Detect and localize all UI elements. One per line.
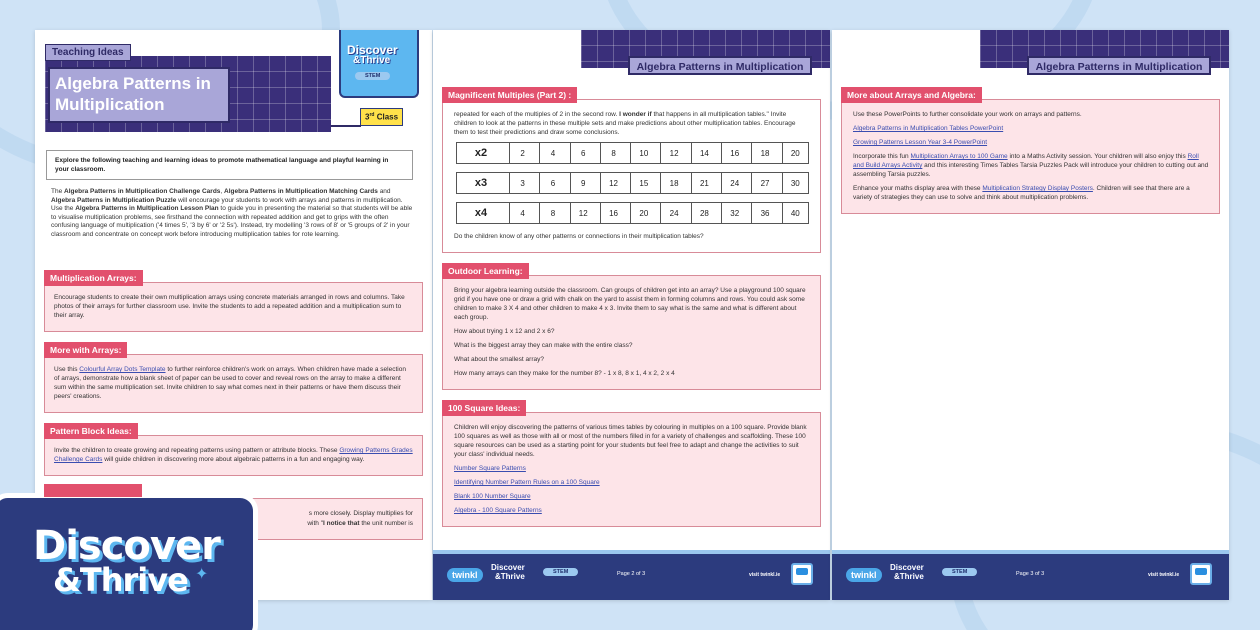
section-heading-more-arrays: More with Arrays: [44, 342, 127, 358]
text: Invite the children to create growing and repeating patterns using pattern or attribute blocks. These [54, 447, 340, 454]
section-more-about-arrays [841, 99, 1220, 214]
colourful-array-dots-link[interactable]: Colourful Array Dots Template [79, 366, 166, 373]
multiples-cell: 24 [660, 203, 686, 223]
text: that happens in all multiplication tables." Invite children to look at the patterns in these multiple sets and make predictions about other multiplication tables. Encourage them to test their predictions and draw some conclusions. [454, 111, 796, 136]
multiples-cell: 8 [539, 203, 565, 223]
multiplication-arrays-game-link[interactable]: Multiplication Arrays to 100 Game [910, 153, 1008, 160]
multiples-row-label: x2 [474, 146, 488, 159]
multiples-cell: 16 [721, 143, 747, 163]
section-text: What is the biggest array they can make with the entire class? [454, 342, 633, 349]
multiples-row [456, 142, 809, 164]
section-text [454, 110, 809, 137]
multiples-cell: 20 [782, 143, 808, 163]
page-footer [433, 554, 830, 600]
multiples-cell: 6 [570, 143, 596, 163]
text: . Children will see that there are a variety of strategies they can use to solve and think about multiplication problems. [853, 185, 1190, 201]
page-number: Page 3 of 3 [1016, 571, 1045, 577]
multiples-cell: 18 [751, 143, 777, 163]
body-text: to guide you in presenting the material so that students will be able to visualise multiplication problems, see firsthand the connection with repeated addition and get to grips with the often confusing language of multiplication ('4 times 5', '3 by 6' or '2 5s'). Instead, try modelling '3 rows of 8' or '5 groups of 2' in your classroom and concentrate on concept work before introducing multiplication tables for rote learning. [51, 205, 413, 238]
section-heading-multiplication-arrays: Multiplication Arrays: [44, 270, 143, 286]
body-bold: Algebra Patterns in Multiplication Matching Cards [224, 188, 378, 195]
text: with " [307, 520, 324, 527]
document-page-2 [433, 30, 830, 600]
section-heading-magnificent-multiples: Magnificent Multiples (Part 2) : [442, 87, 577, 103]
multiples-cell: 12 [570, 203, 596, 223]
twinkl-logo: twinkl [846, 568, 882, 582]
multiples-table [445, 142, 818, 224]
section-text: How about trying 1 x 12 and 2 x 6? [454, 328, 555, 335]
identifying-pattern-rules-link[interactable]: Identifying Number Pattern Rules on a 100 Square [454, 479, 600, 486]
multiples-cell: 6 [539, 173, 565, 193]
text: to further reinforce children's work on arrays. When children have made a selection of arrays, demonstrate how a blank sheet of paper can be used to cover and reveal rows on the array to make a different sum within the same multiplication set. Invite children to say what comes next in their patterns or have them discuss their peers' creations. [54, 366, 406, 400]
text: the unit number is [359, 520, 413, 527]
multiples-cell: 3 [509, 173, 535, 193]
body-bold: Algebra Patterns in Multiplication Puzzle [51, 196, 177, 204]
sections-column [832, 85, 1229, 222]
multiples-row [456, 202, 809, 224]
section-heading-outdoor-learning: Outdoor Learning: [442, 263, 529, 279]
section-pattern-block [44, 435, 423, 476]
multiples-row-label: x3 [474, 176, 488, 189]
multiples-cell: 4 [509, 203, 535, 223]
page-title: Algebra Patterns in Multiplication [48, 67, 230, 123]
algebra-patterns-powerpoint-link[interactable]: Algebra Patterns in Multiplication Tables PowerPoint [853, 125, 1004, 132]
multiples-cell: 9 [570, 173, 596, 193]
body-bold: Algebra Patterns in Multiplication Lesson Plan [75, 205, 219, 212]
body-text: The [51, 188, 65, 195]
growing-patterns-powerpoint-link[interactable]: Growing Patterns Lesson Year 3-4 PowerPoint [853, 139, 988, 146]
section-text [853, 152, 1210, 179]
class-badge [360, 108, 403, 126]
multiples-cell: 4 [539, 143, 565, 163]
multiples-cell: 2 [509, 143, 535, 163]
section-more-arrays [44, 354, 423, 413]
multiples-cell: 20 [630, 203, 656, 223]
body-text: will encourage your students to work with arrays and patterns in multiplication. Use the [51, 196, 403, 212]
stem-pill: STEM [355, 72, 390, 80]
multiples-cell: 10 [630, 143, 656, 163]
intro-box: Explore the following teaching and learning ideas to promote mathematical language and playful learning in your classroom. [46, 150, 413, 180]
footer-logo-line1: Discover [890, 563, 924, 572]
multiples-cell: 12 [600, 173, 626, 193]
footer-logo-line2: &Thrive [495, 572, 525, 581]
multiples-cell: 27 [751, 173, 777, 193]
section-text: Bring your algebra learning outside the classroom. Can groups of children get into an array? Use a playground 100 square grid if you have one or draw a grid with chalk on the yard to assist them in forming columns and rows. You could ask some children to make 3 X 4 and other children to make 4 x 3. Invite them to say what is the same and what is different about each group. [454, 287, 806, 321]
body-bold: Algebra Patterns in Multiplication Challenge Cards [64, 188, 221, 195]
page-header-title: Algebra Patterns in Multiplication [1027, 56, 1211, 75]
corner-logo-line2: &Thrive [53, 561, 188, 599]
sections-column [433, 85, 830, 535]
section-text: Encourage students to create their own multiplication arrays using concrete materials arranged in rows and columns. Take photos of their arrays for further classroom use. Invite the students to add a repeated addition and a multiplication sum to their array. [54, 294, 405, 319]
body-text: , [220, 188, 225, 195]
multiples-cell: 21 [691, 173, 717, 193]
badge-logo-line2: &Thrive [353, 55, 391, 66]
badge-logo-line1: Discover [347, 43, 398, 57]
discover-thrive-badge [339, 30, 419, 98]
text: Use this [54, 366, 80, 373]
multiples-cell: 15 [630, 173, 656, 193]
footer-logo-line1: Discover [491, 563, 525, 572]
award-badge-icon [791, 563, 813, 585]
multiples-cell: 24 [721, 173, 747, 193]
footer-logo-line2: &Thrive [894, 572, 924, 581]
text-bold: I notice that [323, 520, 360, 527]
text-bold: I wonder if [619, 111, 652, 118]
section-heading-100-square: 100 Square Ideas: [442, 400, 526, 416]
body-text: and [377, 188, 391, 195]
multiples-cell: 8 [600, 143, 626, 163]
growing-patterns-link[interactable]: Growing Patterns Grades Challenge Cards [54, 447, 413, 463]
text: into a Maths Activity session. Your children will also enjoy this [1007, 153, 1188, 160]
multiples-row-label: x4 [474, 206, 488, 219]
intro-body [51, 188, 413, 239]
header-stripes [331, 125, 361, 128]
multiples-cell: 28 [691, 203, 717, 223]
section-multiplication-arrays [44, 282, 423, 332]
section-text: Use these PowerPoints to further consolidate your work on arrays and patterns. [853, 111, 1082, 118]
page-number: Page 2 of 3 [617, 571, 646, 577]
class-badge-text: Class [376, 112, 399, 122]
text: will guide children in discovering more about algebraic patterns in a fun and engaging way. [102, 456, 365, 463]
roll-build-arrays-link[interactable]: Roll and Build Arrays Activity [853, 153, 1199, 169]
multiples-cell: 36 [751, 203, 777, 223]
section-text: Children will enjoy discovering the patterns of various times tables by colouring in multiples on a 100 square. Provide blank 100 squares as well as those with all or most of the numbers filled in for a variety of challenges and scaffolding. These 100 square resources can be used as a starting point for your students but feel free to adapt and change the activities to suit your class' individual needs. [454, 424, 807, 458]
section-text: How many arrays can they make for the number 8? - 1 x 8, 8 x 1, 4 x 2, 2 x 4 [454, 370, 675, 377]
section-heading-pattern-block: Pattern Block Ideas: [44, 423, 138, 439]
text: Incorporate this fun [853, 153, 911, 160]
section-text: Do the children know of any other patterns or connections in their multiplication tables? [454, 233, 704, 240]
multiples-cell: 32 [721, 203, 747, 223]
section-heading-hidden [44, 484, 142, 497]
document-page-3 [832, 30, 1229, 600]
multiples-cell: 14 [691, 143, 717, 163]
algebra-100-square-link[interactable]: Algebra - 100 Square Patterns [454, 507, 542, 514]
section-text [853, 184, 1210, 202]
page-header-title: Algebra Patterns in Multiplication [628, 56, 812, 75]
twinkl-logo: twinkl [447, 568, 483, 582]
section-magnificent-multiples [442, 99, 821, 253]
class-badge-sup: rd [369, 112, 375, 118]
blank-100-square-link[interactable]: Blank 100 Number Square [454, 493, 531, 500]
multiples-cell: 16 [600, 203, 626, 223]
footer-stem-pill: STEM [543, 568, 578, 576]
class-badge-num: 3 [365, 112, 370, 122]
visit-link[interactable]: visit twinkl.ie [1148, 572, 1180, 578]
section-outdoor-learning [442, 275, 821, 390]
page-footer [832, 554, 1229, 600]
section-text [54, 365, 413, 401]
section-heading-more-about-arrays: More about Arrays and Algebra: [841, 87, 982, 103]
section-text: What about the smallest array? [454, 356, 544, 363]
text: Enhance your maths display area with these [853, 185, 983, 192]
text: and this interesting Times Tables Tarsia Puzzles Pack will introduce your children to cutting out and assembling Tarsia puzzles. [853, 162, 1209, 178]
multiples-cell: 40 [782, 203, 808, 223]
section-100-square [442, 412, 821, 527]
multiples-cell: 12 [660, 143, 686, 163]
display-posters-link[interactable]: Multiplication Strategy Display Posters [982, 185, 1093, 192]
multiples-cell: 18 [660, 173, 686, 193]
visit-link[interactable]: visit twinkl.ie [749, 572, 781, 578]
section-text [54, 446, 413, 464]
multiples-row [456, 172, 809, 194]
corner-logo-line1: Discover [33, 523, 220, 569]
corner-logo-panel [0, 493, 258, 630]
teaching-ideas-tag: Teaching Ideas [45, 44, 131, 61]
number-square-patterns-link[interactable]: Number Square Patterns [454, 465, 526, 472]
multiples-cell: 30 [782, 173, 808, 193]
award-badge-icon [1190, 563, 1212, 585]
footer-stem-pill: STEM [942, 568, 977, 576]
sparkle-icon: ✦ [195, 566, 209, 583]
section-text: s more closely. Display multiplies for [308, 510, 413, 517]
text: repeated for each of the multiples of 2 in the second row. [454, 111, 620, 118]
